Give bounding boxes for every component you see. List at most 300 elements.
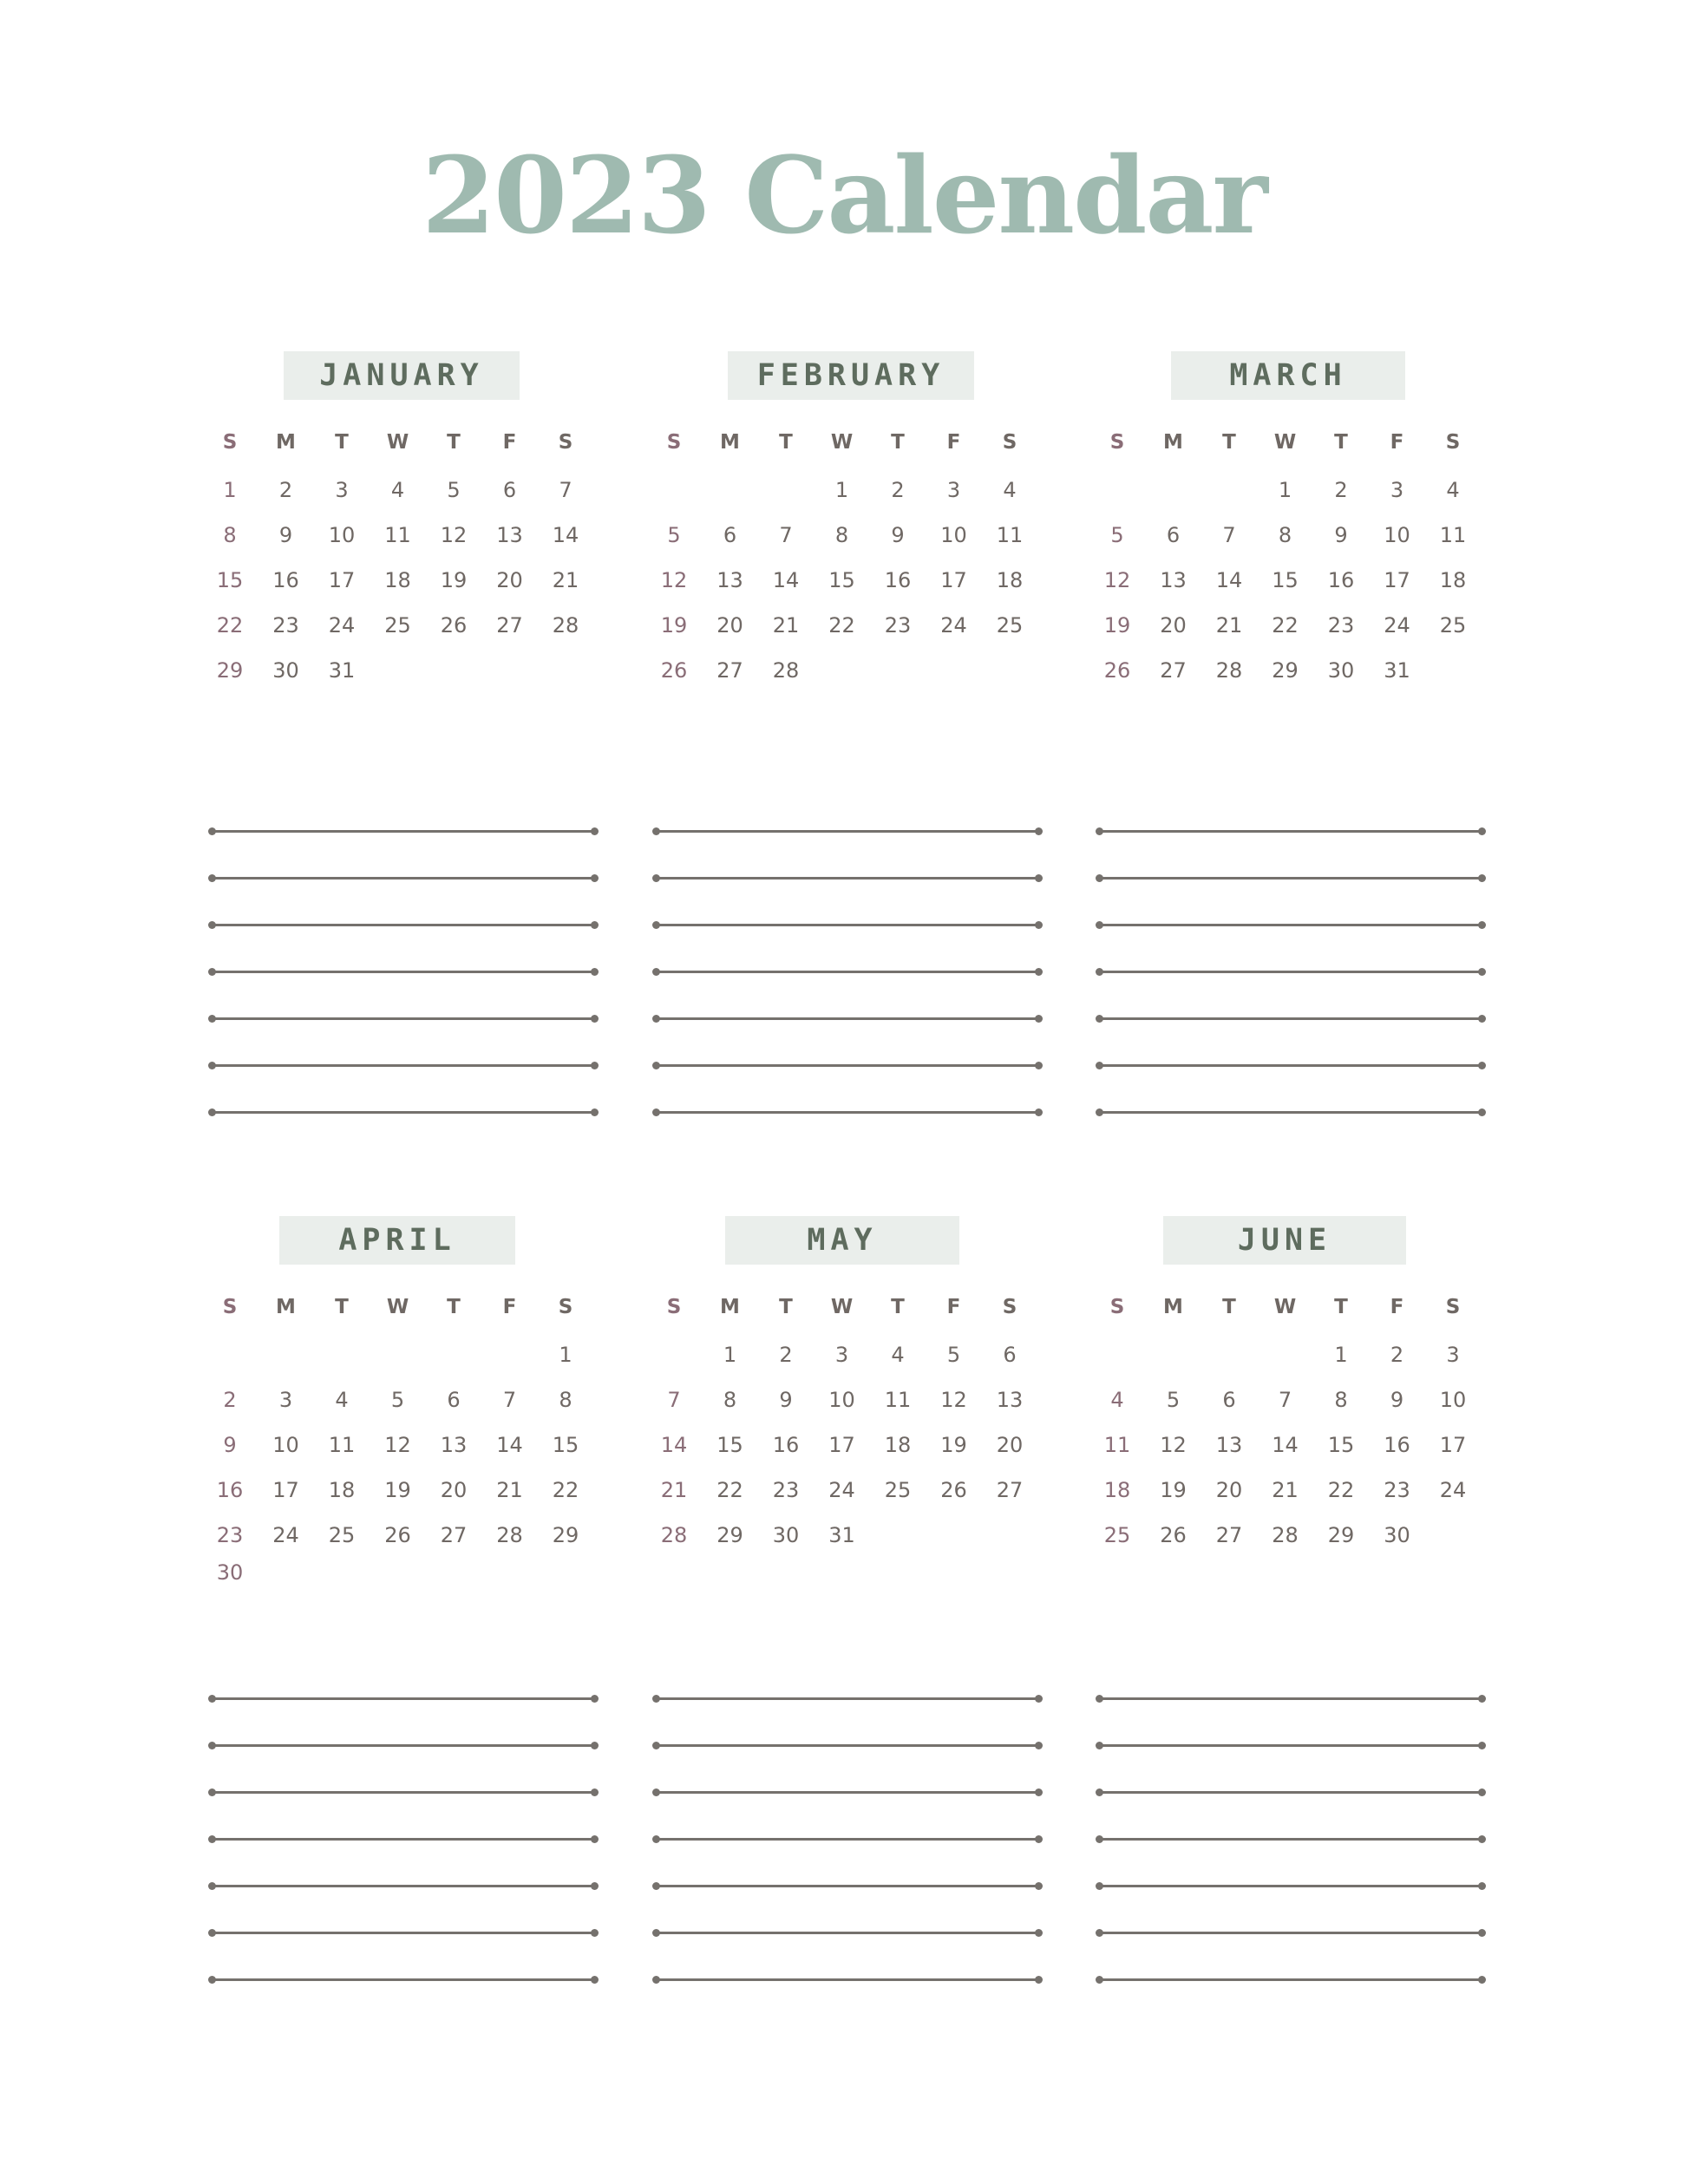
day-cell: 5 bbox=[447, 478, 461, 502]
note-line bbox=[1096, 1011, 1486, 1025]
day-cell: 16 bbox=[1384, 1433, 1410, 1457]
day-cell: 28 bbox=[1215, 658, 1243, 683]
day-cell: 12 bbox=[440, 523, 468, 547]
day-cell: 27 bbox=[440, 1523, 468, 1547]
day-cell: 10 bbox=[828, 1388, 855, 1412]
line-rule bbox=[212, 1932, 595, 1934]
notes-lines-march bbox=[1096, 824, 1495, 1119]
day-cell: 29 bbox=[716, 1523, 743, 1547]
day-cell: 27 bbox=[716, 658, 743, 683]
day-cell: 27 bbox=[1160, 658, 1187, 683]
day-cell: 12 bbox=[1103, 568, 1131, 592]
line-end-dot bbox=[591, 1835, 599, 1843]
line-rule bbox=[1099, 1978, 1482, 1981]
day-cell: 23 bbox=[272, 613, 299, 638]
month-name-banner: JANUARY bbox=[284, 351, 520, 400]
day-cell: 24 bbox=[328, 613, 356, 638]
day-cell: 2 bbox=[1334, 478, 1348, 502]
day-cell: 3 bbox=[946, 478, 961, 502]
note-line bbox=[208, 918, 599, 932]
line-end-dot bbox=[591, 1695, 599, 1703]
day-cell: 9 bbox=[223, 1433, 237, 1457]
day-cell: 7 bbox=[1278, 1388, 1292, 1412]
note-line bbox=[652, 1691, 1043, 1705]
weekday-header: T bbox=[1334, 1296, 1348, 1318]
month-may bbox=[648, 1216, 1047, 1754]
day-cell: 22 bbox=[552, 1478, 579, 1502]
day-cell: 22 bbox=[716, 1478, 743, 1502]
line-end-dot bbox=[591, 1788, 599, 1796]
day-cell: 9 bbox=[1334, 523, 1348, 547]
weekday-header: S bbox=[222, 431, 238, 454]
day-cell: 3 bbox=[1390, 478, 1404, 502]
day-cell: 8 bbox=[223, 523, 237, 547]
month-name-banner: APRIL bbox=[279, 1216, 515, 1265]
note-line bbox=[208, 1105, 599, 1119]
day-cell: 19 bbox=[1103, 613, 1131, 638]
day-cell: 11 bbox=[384, 523, 411, 547]
line-end-dot bbox=[591, 1015, 599, 1023]
day-cell: 15 bbox=[552, 1433, 579, 1457]
day-cell: 15 bbox=[1327, 1433, 1355, 1457]
day-cell: 24 bbox=[1384, 613, 1410, 638]
line-rule bbox=[212, 1697, 595, 1700]
line-rule bbox=[212, 877, 595, 879]
line-rule bbox=[1099, 1932, 1482, 1934]
day-cell: 6 bbox=[1003, 1343, 1017, 1367]
line-rule bbox=[1099, 830, 1482, 833]
day-cell: 12 bbox=[940, 1388, 967, 1412]
day-cell: 4 bbox=[1110, 1388, 1124, 1412]
weekday-header: F bbox=[502, 431, 517, 454]
page-title: 2023 Calendar bbox=[422, 133, 1266, 258]
day-cell: 29 bbox=[1272, 658, 1299, 683]
line-end-dot bbox=[591, 1108, 599, 1116]
line-rule bbox=[1099, 1111, 1482, 1114]
line-end-dot bbox=[1478, 1929, 1486, 1937]
day-cell: 19 bbox=[660, 613, 688, 638]
day-cell: 1 bbox=[559, 1343, 572, 1367]
line-end-dot bbox=[1478, 1062, 1486, 1069]
day-cell: 8 bbox=[1278, 523, 1292, 547]
day-cell: 3 bbox=[335, 478, 349, 502]
day-cell: 13 bbox=[716, 568, 743, 592]
line-end-dot bbox=[1478, 1695, 1486, 1703]
day-cell: 21 bbox=[552, 568, 579, 592]
day-cell: 17 bbox=[272, 1478, 299, 1502]
day-cell: 4 bbox=[891, 1343, 905, 1367]
weekday-header: S bbox=[1002, 431, 1017, 454]
note-line bbox=[652, 1058, 1043, 1072]
note-line bbox=[208, 1832, 599, 1846]
day-cell: 5 bbox=[390, 1388, 405, 1412]
line-rule bbox=[212, 1744, 595, 1747]
day-cell: 14 bbox=[1215, 568, 1243, 592]
day-cell: 10 bbox=[328, 523, 356, 547]
line-end-dot bbox=[1035, 1788, 1043, 1796]
weekday-header: F bbox=[1390, 431, 1404, 454]
note-line bbox=[1096, 1972, 1486, 1986]
line-rule bbox=[212, 1791, 595, 1794]
day-cell: 1 bbox=[834, 478, 849, 502]
day-cell: 24 bbox=[1439, 1478, 1467, 1502]
day-cell: 31 bbox=[1384, 658, 1410, 683]
weekday-header: M bbox=[720, 1296, 740, 1318]
line-rule bbox=[656, 1064, 1039, 1067]
line-rule bbox=[656, 924, 1039, 926]
day-cell: 2 bbox=[223, 1388, 237, 1412]
day-cell: 19 bbox=[384, 1478, 411, 1502]
day-cell: 19 bbox=[940, 1433, 967, 1457]
month-january bbox=[204, 351, 603, 889]
month-name-banner: MAY bbox=[725, 1216, 959, 1265]
line-rule bbox=[656, 971, 1039, 973]
day-cell: 19 bbox=[1160, 1478, 1187, 1502]
weekday-header: M bbox=[276, 431, 296, 454]
day-cell: 25 bbox=[884, 1478, 912, 1502]
day-cell: 9 bbox=[779, 1388, 793, 1412]
day-cell: 30 bbox=[216, 1560, 244, 1585]
day-cell: 18 bbox=[328, 1478, 356, 1502]
day-cell: 2 bbox=[278, 478, 293, 502]
day-cell: 22 bbox=[828, 613, 855, 638]
notes-lines-february bbox=[652, 824, 1051, 1119]
line-end-dot bbox=[1035, 1695, 1043, 1703]
line-rule bbox=[212, 971, 595, 973]
day-cell: 6 bbox=[447, 1388, 461, 1412]
note-line bbox=[652, 1879, 1043, 1893]
note-line bbox=[1096, 1926, 1486, 1939]
note-line bbox=[1096, 1738, 1486, 1752]
day-cell: 24 bbox=[272, 1523, 299, 1547]
notes-lines-january bbox=[208, 824, 607, 1119]
day-cell: 5 bbox=[946, 1343, 961, 1367]
notes-lines-june bbox=[1096, 1691, 1495, 1986]
day-cell: 8 bbox=[1334, 1388, 1348, 1412]
note-line bbox=[652, 871, 1043, 885]
day-cell: 14 bbox=[552, 523, 579, 547]
weekday-header: T bbox=[779, 1296, 793, 1318]
day-cell: 8 bbox=[834, 523, 849, 547]
note-line bbox=[208, 1879, 599, 1893]
line-rule bbox=[1099, 1697, 1482, 1700]
line-rule bbox=[212, 1064, 595, 1067]
day-cell: 6 bbox=[1222, 1388, 1236, 1412]
day-cell: 30 bbox=[1327, 658, 1355, 683]
weekday-header: T bbox=[1222, 431, 1236, 454]
line-end-dot bbox=[1478, 921, 1486, 929]
day-cell: 29 bbox=[1327, 1523, 1355, 1547]
note-line bbox=[1096, 871, 1486, 885]
day-cell: 15 bbox=[716, 1433, 743, 1457]
day-cell: 11 bbox=[328, 1433, 356, 1457]
line-rule bbox=[656, 1744, 1039, 1747]
month-february bbox=[648, 351, 1047, 889]
weekday-header: S bbox=[1445, 1296, 1461, 1318]
day-cell: 18 bbox=[884, 1433, 912, 1457]
day-cell: 13 bbox=[440, 1433, 468, 1457]
line-end-dot bbox=[1035, 1929, 1043, 1937]
day-cell: 25 bbox=[384, 613, 411, 638]
line-end-dot bbox=[1035, 1742, 1043, 1749]
day-cell: 23 bbox=[1327, 613, 1355, 638]
day-cell: 7 bbox=[779, 523, 793, 547]
day-cell: 9 bbox=[891, 523, 905, 547]
line-rule bbox=[212, 830, 595, 833]
note-line bbox=[208, 1738, 599, 1752]
weekday-header: T bbox=[1222, 1296, 1236, 1318]
day-cell: 3 bbox=[834, 1343, 849, 1367]
day-cell: 20 bbox=[996, 1433, 1024, 1457]
weekday-header: F bbox=[946, 431, 961, 454]
line-rule bbox=[1099, 1064, 1482, 1067]
note-line bbox=[652, 1011, 1043, 1025]
day-cell: 12 bbox=[1160, 1433, 1187, 1457]
line-end-dot bbox=[591, 1882, 599, 1890]
weekday-header: T bbox=[335, 431, 349, 454]
line-end-dot bbox=[1478, 1788, 1486, 1796]
weekday-header: S bbox=[666, 1296, 682, 1318]
note-line bbox=[208, 1785, 599, 1799]
day-cell: 14 bbox=[496, 1433, 523, 1457]
day-cell: 16 bbox=[1327, 568, 1355, 592]
line-rule bbox=[212, 1978, 595, 1981]
note-line bbox=[1096, 1105, 1486, 1119]
weekday-header: W bbox=[830, 431, 854, 454]
day-cell: 10 bbox=[272, 1433, 299, 1457]
day-cell: 9 bbox=[278, 523, 293, 547]
day-cell: 9 bbox=[1390, 1388, 1404, 1412]
day-cell: 28 bbox=[1272, 1523, 1299, 1547]
day-cell: 16 bbox=[884, 568, 912, 592]
day-cell: 20 bbox=[1215, 1478, 1243, 1502]
note-line bbox=[208, 1058, 599, 1072]
day-cell: 25 bbox=[1439, 613, 1467, 638]
day-cell: 2 bbox=[779, 1343, 793, 1367]
note-line bbox=[652, 1972, 1043, 1986]
weekday-header: S bbox=[558, 431, 573, 454]
day-cell: 12 bbox=[660, 568, 688, 592]
weekday-header: F bbox=[1390, 1296, 1404, 1318]
day-cell: 30 bbox=[272, 658, 299, 683]
day-cell: 30 bbox=[772, 1523, 800, 1547]
note-line bbox=[1096, 918, 1486, 932]
line-end-dot bbox=[1478, 1015, 1486, 1023]
line-end-dot bbox=[1478, 1976, 1486, 1984]
line-end-dot bbox=[591, 874, 599, 882]
day-cell: 18 bbox=[1439, 568, 1467, 592]
day-cell: 26 bbox=[1160, 1523, 1187, 1547]
day-cell: 25 bbox=[996, 613, 1024, 638]
weekday-header: T bbox=[891, 431, 905, 454]
day-cell: 13 bbox=[496, 523, 523, 547]
line-rule bbox=[1099, 1791, 1482, 1794]
weekday-header: S bbox=[222, 1296, 238, 1318]
day-cell: 11 bbox=[884, 1388, 912, 1412]
line-rule bbox=[1099, 1017, 1482, 1020]
day-cell: 19 bbox=[440, 568, 468, 592]
weekday-header: T bbox=[891, 1296, 905, 1318]
day-cell: 21 bbox=[660, 1478, 688, 1502]
day-cell: 20 bbox=[496, 568, 523, 592]
weekday-header: S bbox=[1109, 431, 1125, 454]
weekday-header: F bbox=[502, 1296, 517, 1318]
month-name-banner: JUNE bbox=[1163, 1216, 1406, 1265]
line-end-dot bbox=[1035, 921, 1043, 929]
day-cell: 1 bbox=[1334, 1343, 1348, 1367]
line-end-dot bbox=[591, 1062, 599, 1069]
day-cell: 4 bbox=[1003, 478, 1017, 502]
day-cell: 23 bbox=[216, 1523, 244, 1547]
note-line bbox=[652, 824, 1043, 838]
note-line bbox=[652, 1738, 1043, 1752]
line-end-dot bbox=[1478, 1835, 1486, 1843]
day-cell: 26 bbox=[940, 1478, 967, 1502]
day-cell: 11 bbox=[1103, 1433, 1131, 1457]
day-cell: 5 bbox=[667, 523, 681, 547]
day-cell: 17 bbox=[328, 568, 356, 592]
day-cell: 29 bbox=[552, 1523, 579, 1547]
line-rule bbox=[656, 1978, 1039, 1981]
note-line bbox=[1096, 1879, 1486, 1893]
note-line bbox=[652, 1926, 1043, 1939]
line-rule bbox=[656, 877, 1039, 879]
line-end-dot bbox=[1035, 1835, 1043, 1843]
note-line bbox=[652, 964, 1043, 978]
day-cell: 5 bbox=[1110, 523, 1124, 547]
day-cell: 10 bbox=[1439, 1388, 1467, 1412]
day-cell: 5 bbox=[1166, 1388, 1181, 1412]
day-cell: 1 bbox=[223, 478, 237, 502]
day-cell: 22 bbox=[216, 613, 244, 638]
weekday-header: F bbox=[946, 1296, 961, 1318]
day-cell: 23 bbox=[884, 613, 912, 638]
day-cell: 18 bbox=[384, 568, 411, 592]
weekday-header: M bbox=[1163, 431, 1183, 454]
notes-lines-april bbox=[208, 1691, 607, 1986]
day-cell: 18 bbox=[996, 568, 1024, 592]
day-cell: 30 bbox=[1384, 1523, 1410, 1547]
line-end-dot bbox=[1035, 874, 1043, 882]
day-cell: 15 bbox=[828, 568, 855, 592]
line-end-dot bbox=[1478, 874, 1486, 882]
day-cell: 6 bbox=[502, 478, 517, 502]
note-line bbox=[1096, 964, 1486, 978]
day-cell: 13 bbox=[996, 1388, 1024, 1412]
line-end-dot bbox=[591, 1742, 599, 1749]
month-march bbox=[1091, 351, 1490, 889]
note-line bbox=[652, 1832, 1043, 1846]
line-rule bbox=[1099, 924, 1482, 926]
note-line bbox=[208, 871, 599, 885]
day-cell: 8 bbox=[559, 1388, 572, 1412]
day-cell: 22 bbox=[1272, 613, 1299, 638]
weekday-header: T bbox=[335, 1296, 349, 1318]
line-end-dot bbox=[1035, 1015, 1043, 1023]
month-name-banner: MARCH bbox=[1171, 351, 1405, 400]
line-rule bbox=[212, 1111, 595, 1114]
weekday-header: M bbox=[1163, 1296, 1183, 1318]
weekday-header: T bbox=[447, 431, 461, 454]
day-cell: 29 bbox=[216, 658, 244, 683]
line-end-dot bbox=[1478, 1882, 1486, 1890]
weekday-header: T bbox=[779, 431, 793, 454]
weekday-header: S bbox=[666, 431, 682, 454]
line-rule bbox=[212, 1017, 595, 1020]
day-cell: 20 bbox=[1160, 613, 1187, 638]
weekday-header: S bbox=[558, 1296, 573, 1318]
day-cell: 6 bbox=[723, 523, 737, 547]
line-end-dot bbox=[1035, 1062, 1043, 1069]
line-end-dot bbox=[591, 1929, 599, 1937]
line-rule bbox=[656, 1885, 1039, 1887]
day-cell: 11 bbox=[996, 523, 1024, 547]
day-cell: 27 bbox=[1215, 1523, 1243, 1547]
day-cell: 16 bbox=[272, 568, 299, 592]
day-cell: 12 bbox=[384, 1433, 411, 1457]
weekday-header: W bbox=[1273, 1296, 1297, 1318]
note-line bbox=[1096, 1785, 1486, 1799]
day-cell: 27 bbox=[496, 613, 523, 638]
note-line bbox=[652, 918, 1043, 932]
day-cell: 3 bbox=[278, 1388, 293, 1412]
line-rule bbox=[656, 830, 1039, 833]
note-line bbox=[208, 824, 599, 838]
day-cell: 14 bbox=[660, 1433, 688, 1457]
line-rule bbox=[656, 1932, 1039, 1934]
day-cell: 7 bbox=[667, 1388, 681, 1412]
line-rule bbox=[1099, 1838, 1482, 1841]
day-cell: 18 bbox=[1103, 1478, 1131, 1502]
line-end-dot bbox=[1035, 827, 1043, 835]
day-cell: 26 bbox=[384, 1523, 411, 1547]
note-line bbox=[208, 964, 599, 978]
day-cell: 23 bbox=[772, 1478, 800, 1502]
line-rule bbox=[1099, 1885, 1482, 1887]
weekday-header: T bbox=[1334, 431, 1348, 454]
line-rule bbox=[212, 1838, 595, 1841]
day-cell: 7 bbox=[1222, 523, 1236, 547]
line-rule bbox=[1099, 877, 1482, 879]
line-end-dot bbox=[591, 1976, 599, 1984]
day-cell: 1 bbox=[1278, 478, 1292, 502]
day-cell: 25 bbox=[328, 1523, 356, 1547]
day-cell: 10 bbox=[940, 523, 967, 547]
day-cell: 17 bbox=[828, 1433, 855, 1457]
line-end-dot bbox=[1478, 968, 1486, 976]
day-cell: 7 bbox=[559, 478, 572, 502]
day-cell: 15 bbox=[216, 568, 244, 592]
day-cell: 21 bbox=[1272, 1478, 1299, 1502]
line-rule bbox=[656, 1111, 1039, 1114]
weekday-header: W bbox=[1273, 431, 1297, 454]
day-cell: 17 bbox=[1439, 1433, 1467, 1457]
day-cell: 26 bbox=[440, 613, 468, 638]
day-cell: 4 bbox=[1446, 478, 1460, 502]
note-line bbox=[1096, 1058, 1486, 1072]
day-cell: 1 bbox=[723, 1343, 737, 1367]
day-cell: 4 bbox=[335, 1388, 349, 1412]
line-rule bbox=[656, 1838, 1039, 1841]
day-cell: 28 bbox=[660, 1523, 688, 1547]
weekday-header: T bbox=[447, 1296, 461, 1318]
line-rule bbox=[656, 1697, 1039, 1700]
weekday-header: W bbox=[830, 1296, 854, 1318]
weekday-header: W bbox=[386, 431, 409, 454]
line-end-dot bbox=[1478, 1742, 1486, 1749]
note-line bbox=[1096, 824, 1486, 838]
day-cell: 6 bbox=[1166, 523, 1181, 547]
